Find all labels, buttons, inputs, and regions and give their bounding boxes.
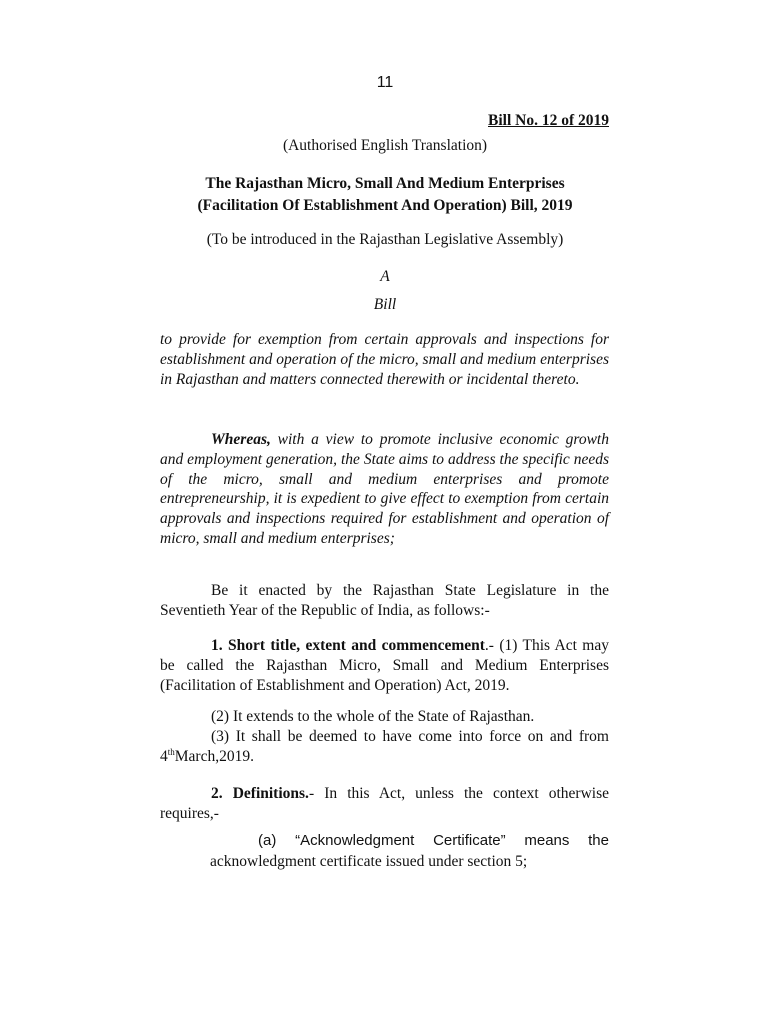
bill-title: [0, 173, 770, 217]
section-1-subsection-2: (2) It extends to the whole of the State of Rajasthan.: [211, 708, 535, 725]
section-1-heading: 1. Short title, extent and commencement: [211, 637, 485, 654]
preamble-paragraph: [160, 430, 609, 549]
enacting-clause: Be it enacted by the Rajasthan State Legislature in the Seventieth Year of the Republic of India, as follows:-: [160, 582, 609, 619]
article-a: A: [380, 268, 390, 285]
section-2-heading: 2. Definitions.: [211, 785, 309, 802]
section-1-subsection-3: [160, 727, 609, 767]
section-1-subsection-3-text: (3) It shall be deemed to have come into force on and from 4: [160, 728, 609, 765]
bill-title-line-2: (Facilitation Of Establishment And Operation) Bill, 2019: [197, 197, 573, 214]
translation-note: (Authorised English Translation): [282, 137, 488, 154]
bill-title-line-1: The Rajasthan Micro, Small And Medium Enterprises: [205, 175, 565, 192]
section-1-text: .- (1) This Act may be called the Rajasthan Micro, Small and Medium Enterprises (Facilitation of Establishment and Operation) Act, 2019.: [160, 637, 609, 694]
bill-number: Bill No. 12 of 2019: [488, 112, 609, 129]
definition-a: [210, 831, 609, 872]
preamble-text: with a view to promote inclusive economic growth and employment generation, the State aims to address the specific needs of the micro, small and medium enterprises and promote entrepreneurship, it is expedient to give effect to exemption from certain approvals and inspections required for establishment and operation of micro, small and medium enterprises;: [160, 431, 609, 547]
commencement-date: March,2019.: [174, 747, 254, 765]
definition-a-line-2: acknowledgment certificate issued under section 5;: [210, 852, 528, 870]
bill-word: Bill: [373, 296, 397, 313]
section-1: [160, 636, 609, 695]
preamble-lead: Whereas,: [211, 431, 271, 448]
definition-a-line-1: (a) “Acknowledgment Certificate” means the: [258, 832, 609, 849]
section-2: [160, 784, 609, 824]
ordinal-suffix: th: [167, 746, 175, 757]
section-2-text: - In this Act, unless the context otherwise requires,-: [160, 785, 610, 822]
purpose-paragraph: to provide for exemption from certain approvals and inspections for establishment and operation of the micro, small and medium enterprises in Rajasthan and matters connected therewith or incidental thereto.: [160, 331, 609, 388]
page-number: 11: [376, 74, 394, 91]
introduction-note: (To be introduced in the Rajasthan Legislative Assembly): [206, 231, 564, 248]
